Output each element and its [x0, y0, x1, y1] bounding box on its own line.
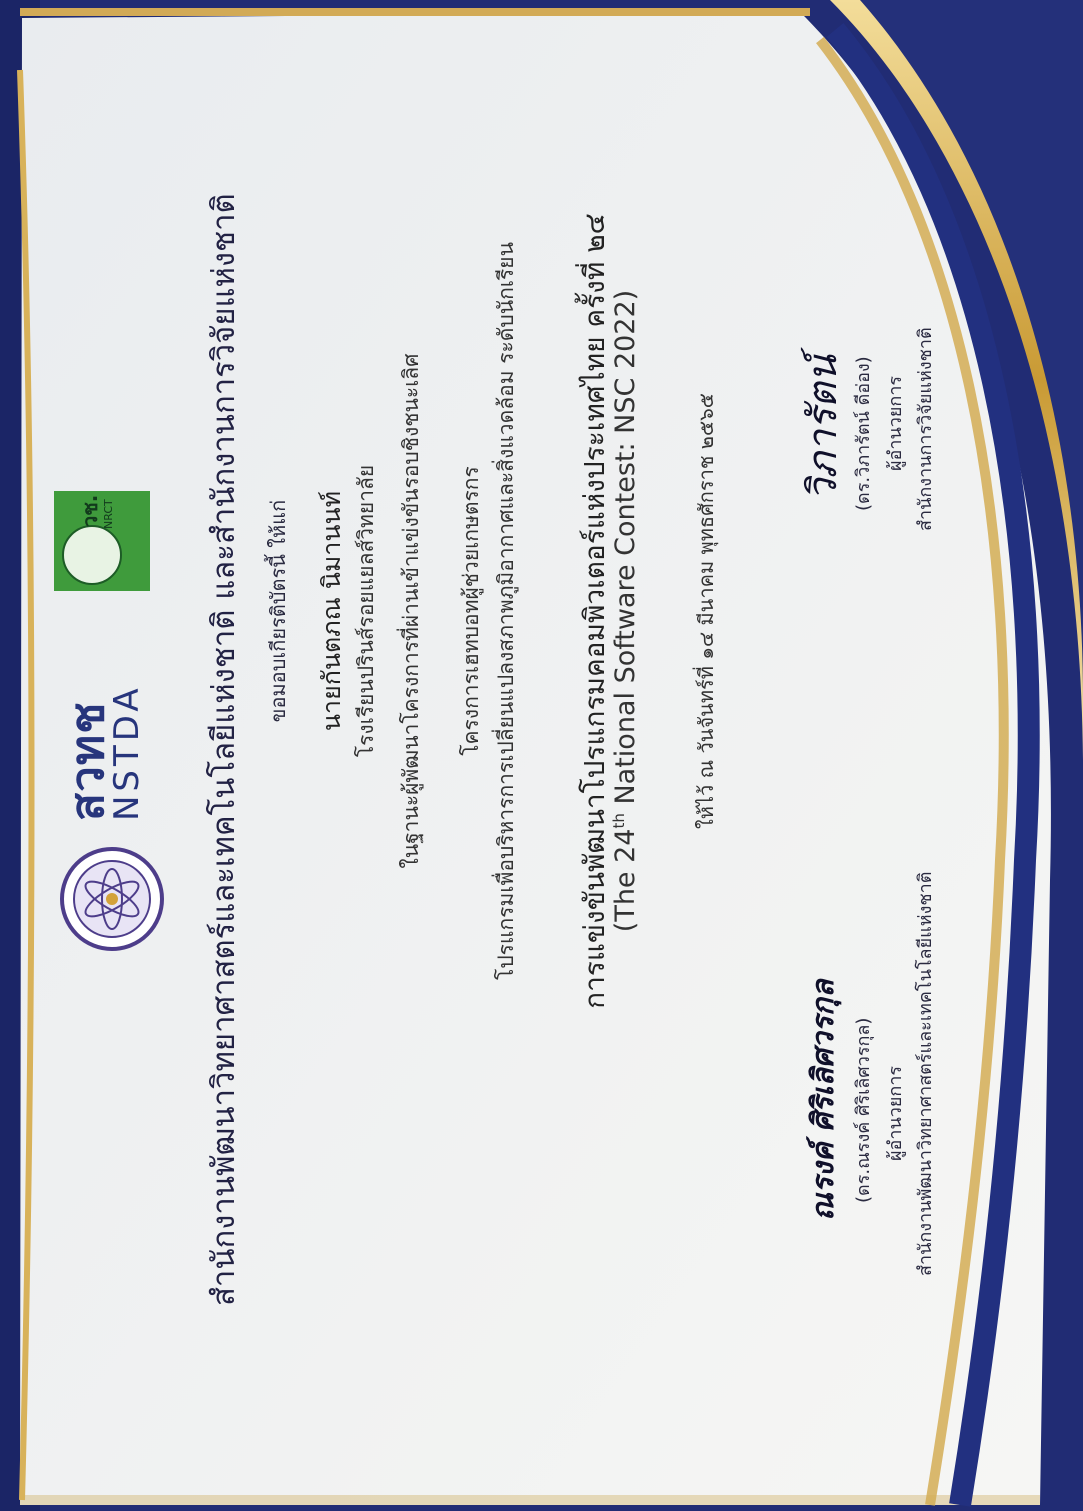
project-name: โครงการเฮทบอทผู้ช่วยเกษตรกร [459, 466, 483, 756]
nrct-logo-english: NRCT [102, 499, 115, 529]
nrct-logo [54, 491, 150, 591]
nstda-logo-thai: สวทช [60, 701, 114, 821]
nstda-logo-english: NSTDA [107, 684, 147, 821]
recipient-name: นายกันตภณ นิมานนท์ [317, 490, 346, 732]
nrct-logo-thai: วช. [78, 494, 102, 527]
right-signatory-title: ผู้อำนวยการ [885, 375, 906, 471]
left-signatory-organization: สำนักงานพัฒนาวิทยาศาสตร์และเทคโนโลยีแห่งชาติ [915, 871, 936, 1276]
contest-en-sup: th [610, 813, 628, 829]
right-signature: วิภารัตน์ [800, 354, 846, 501]
contest-en-suffix: National Software Contest: NSC 2022) [610, 289, 641, 814]
contest-title-thai: การแข่งขันพัฒนาโปรแกรมคอมพิวเตอร์แห่งประเทศไทย ครั้งที่ ๒๔ [578, 213, 611, 1009]
contest-title-english [610, 11, 641, 1211]
right-signatory-organization: สำนักงานการวิจัยแห่งชาติ [915, 327, 936, 531]
logo-row [50, 391, 160, 951]
issue-date: ให้ไว้ ณ วันจันทร์ที่ ๑๔ มีนาคม พุทธศักราช ๒๕๖๕ [694, 393, 718, 829]
left-signatory-title: ผู้อำนวยการ [885, 1065, 906, 1161]
ministry-seal-logo [60, 847, 164, 951]
award-description: ในฐานะผู้พัฒนาโครงการที่ผ่านเข้าแข่งขันรอบชิงชนะเลิศ [399, 353, 423, 869]
recipient-school: โรงเรียนปรินส์รอยแยลส์วิทยาลัย [354, 464, 378, 758]
recipient-intro: ขอมอบเกียรติบัตรนี้ ให้แก่ [266, 499, 290, 723]
project-description: โปรแกรมเพื่อบริหารการเปลี่ยนแปลงสภาพภูมิอากาศและสิ่งแวดล้อม ระดับนักเรียน [494, 242, 518, 980]
organization-title: สำนักงานพัฒนาวิทยาศาสตร์และเทคโนโลยีแห่งชาติ และสำนักงานการวิจัยแห่งชาติ [206, 193, 242, 1306]
right-signatory-name: (ดร.วิภารัตน์ ดีอ่อง) [853, 356, 874, 511]
contest-en-prefix: (The 24 [610, 828, 641, 933]
left-signature: ณรงค์ ศิริเลิศวรกุล [806, 979, 841, 1221]
left-signatory-name: (ดร.ณรงค์ ศิริเลิศวรกุล) [853, 1017, 874, 1203]
nstda-logo [60, 621, 154, 821]
nrct-seal-icon [62, 525, 122, 585]
